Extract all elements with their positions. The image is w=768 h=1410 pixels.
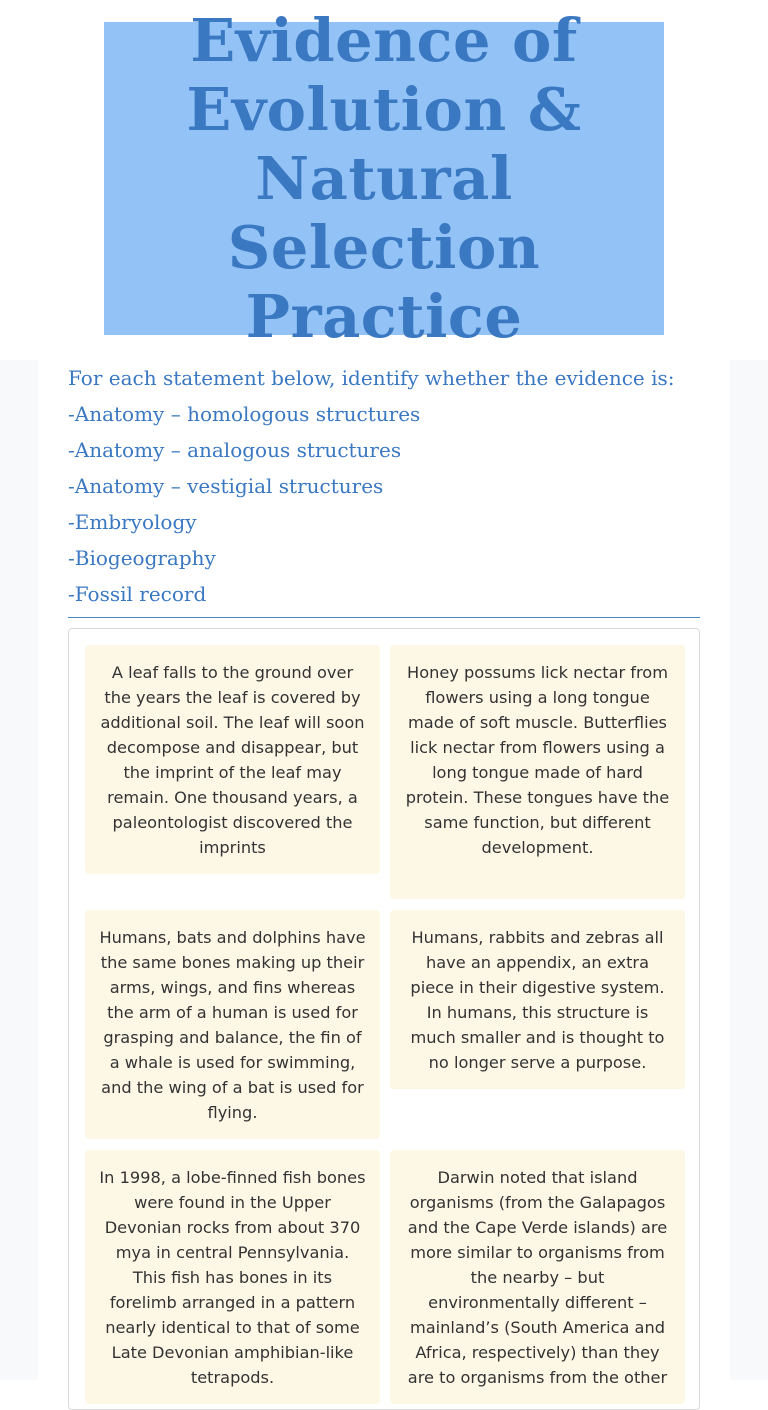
option-analogous: -Anatomy – analogous structures [68, 438, 402, 462]
option-fossil-record: -Fossil record [68, 582, 207, 606]
option-embryology: -Embryology [68, 510, 197, 534]
option-vestigial: -Anatomy – vestigial structures [68, 474, 384, 498]
statement-card-nectar-tongues[interactable]: Honey possums lick nectar from flowers using a long tongue made of soft muscle. Butterflies lick nectar from flowers using a long tongue made of hard protein. These tongues have the same function, but different development. [390, 645, 685, 899]
title-banner [104, 6, 664, 351]
statement-card-island-organisms[interactable]: Darwin noted that island organisms (from the Galapagos and the Cape Verde islands) are more similar to organisms from the nearby – but environmentally different – mainland’s (South America and Africa, respectively) than they are to organisms from the other [390, 1150, 685, 1404]
instructions-intro: For each statement below, identify whether the evidence is: [68, 366, 675, 390]
page-title: Evidence of Evolution & Natural Selection Practice [186, 6, 582, 351]
instructions [68, 360, 700, 612]
statement-card-appendix[interactable]: Humans, rabbits and zebras all have an appendix, an extra piece in their digestive system. In humans, this structure is much smaller and is thought to no longer serve a purpose. [390, 910, 685, 1089]
statement-card-leaf-imprint[interactable]: A leaf falls to the ground over the years the leaf is covered by additional soil. The leaf will soon decompose and disappear, but the imprint of the leaf may remain. One thousand years, a paleontologist discovered the imprints [85, 645, 380, 874]
option-biogeography: -Biogeography [68, 546, 216, 570]
section-divider [68, 617, 700, 618]
statement-card-limb-bones[interactable]: Humans, bats and dolphins have the same bones making up their arms, wings, and fins whereas the arm of a human is used for grasping and balance, the fin of a whale is used for swimming, and the wing of a bat is used for flying. [85, 910, 380, 1139]
cards-panel [68, 628, 700, 1410]
option-homologous: -Anatomy – homologous structures [68, 402, 421, 426]
statement-card-lobe-finned-fish[interactable]: In 1998, a lobe-finned fish bones were found in the Upper Devonian rocks from about 370 mya in central Pennsylvania. This fish has bones in its forelimb arranged in a pattern nearly identical to that of some Late Devonian amphibian-like tetrapods. [85, 1150, 380, 1404]
